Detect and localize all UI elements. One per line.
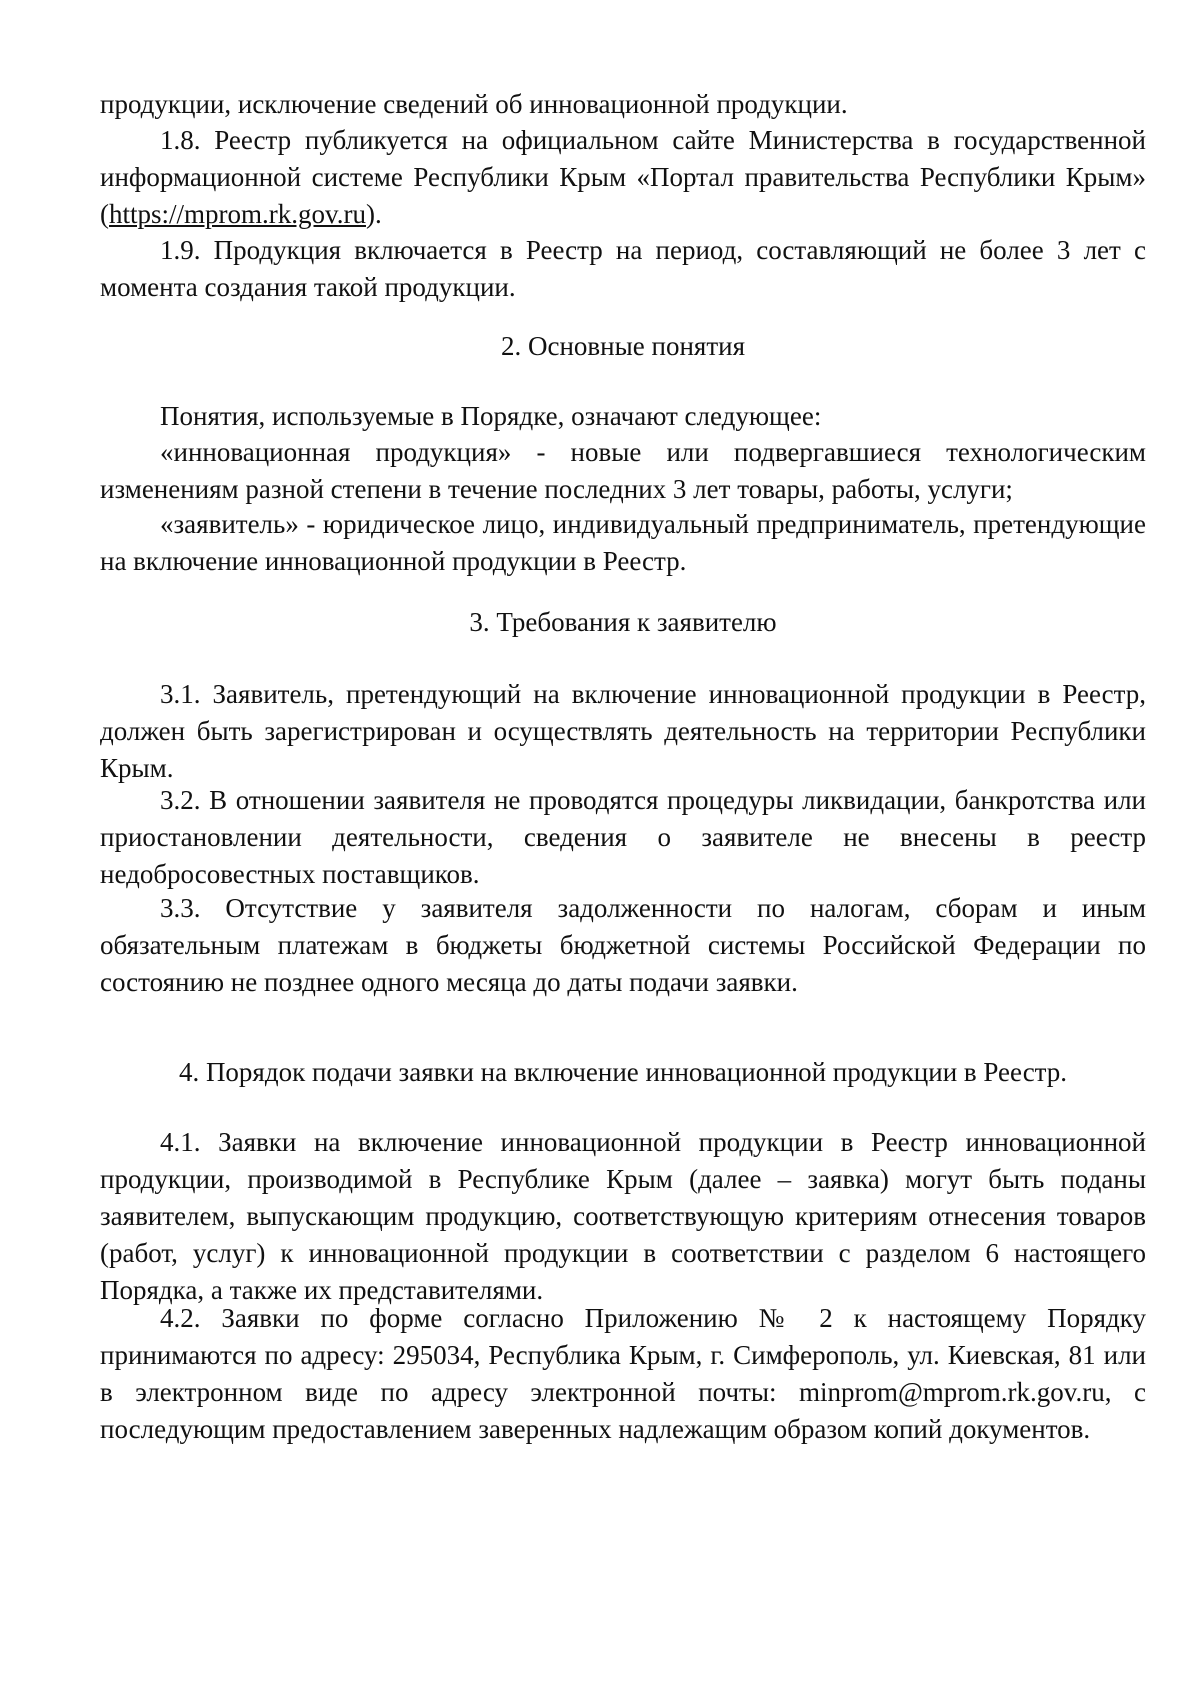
paragraph-1-8-end: ). <box>366 199 382 229</box>
paragraph-2-intro: Понятия, используемые в Порядке, означают следующее: <box>160 401 822 431</box>
section-4-heading: 4. Порядок подачи заявки на включение инновационной продукции в Реестр. <box>178 1057 1068 1087</box>
paragraph-3-3: 3.3. Отсутствие у заявителя задолженности по налогам, сборам и иным обязательным платежам в бюджеты бюджетной системы Российской Федерации по состоянию не позднее одного месяца до даты подачи заявки. <box>100 893 1146 997</box>
definition-innovative-product: «инновационная продукция» - новые или подвергавшиеся технологическим изменениям разной степени в течение последних 3 лет товары, работы, услуги; <box>100 437 1146 504</box>
paragraph-1-8 <box>100 122 1146 233</box>
definition-applicant: «заявитель» - юридическое лицо, индивидуальный предприниматель, претендующие на включение инновационной продукции в Реестр. <box>100 509 1146 576</box>
section-3-heading: 3. Требования к заявителю <box>469 607 777 637</box>
portal-link[interactable]: https://mprom.rk.gov.ru <box>109 199 366 229</box>
paragraph-4-1: 4.1. Заявки на включение инновационной продукции в Реестр инновационной продукции, производимой в Республике Крым (далее – заявка) могут быть поданы заявителем, выпускающим продукцию, соответствующую критериям отнесения товаров (работ, услуг) к инновационной продукции в соответствии с разделом 6 настоящего Порядка, а также их представителями. <box>100 1127 1146 1305</box>
paragraph-1-8-text: 1.8. Реестр публикуется на официальном сайте Министерства в государственной информационной системе Республики Крым «Портал правительства Республики Крым» ( <box>100 125 1146 229</box>
paragraph-4-2: 4.2. Заявки по форме согласно Приложению № 2 к настоящему Порядку принимаются по адресу: 295034, Республика Крым, г. Симферополь, ул. Киевская, 81 или в электронном виде по адресу электронной почты: minprom@mprom.rk.gov.ru, с последующим предоставлением заверенных надлежащим образом копий документов. <box>100 1303 1146 1444</box>
paragraph-1-7-tail: продукции, исключение сведений об инновационной продукции. <box>100 89 848 119</box>
paragraph-3-2: 3.2. В отношении заявителя не проводятся процедуры ликвидации, банкротства или приостановлении деятельности, сведения о заявителе не внесены в реестр недобросовестных поставщиков. <box>100 785 1146 889</box>
paragraph-3-1: 3.1. Заявитель, претендующий на включение инновационной продукции в Реестр, должен быть зарегистрирован и осуществлять деятельность на территории Республики Крым. <box>100 679 1146 783</box>
section-2-heading: 2. Основные понятия <box>501 331 745 361</box>
paragraph-1-9: 1.9. Продукция включается в Реестр на период, составляющий не более 3 лет с момента создания такой продукции. <box>100 235 1146 302</box>
